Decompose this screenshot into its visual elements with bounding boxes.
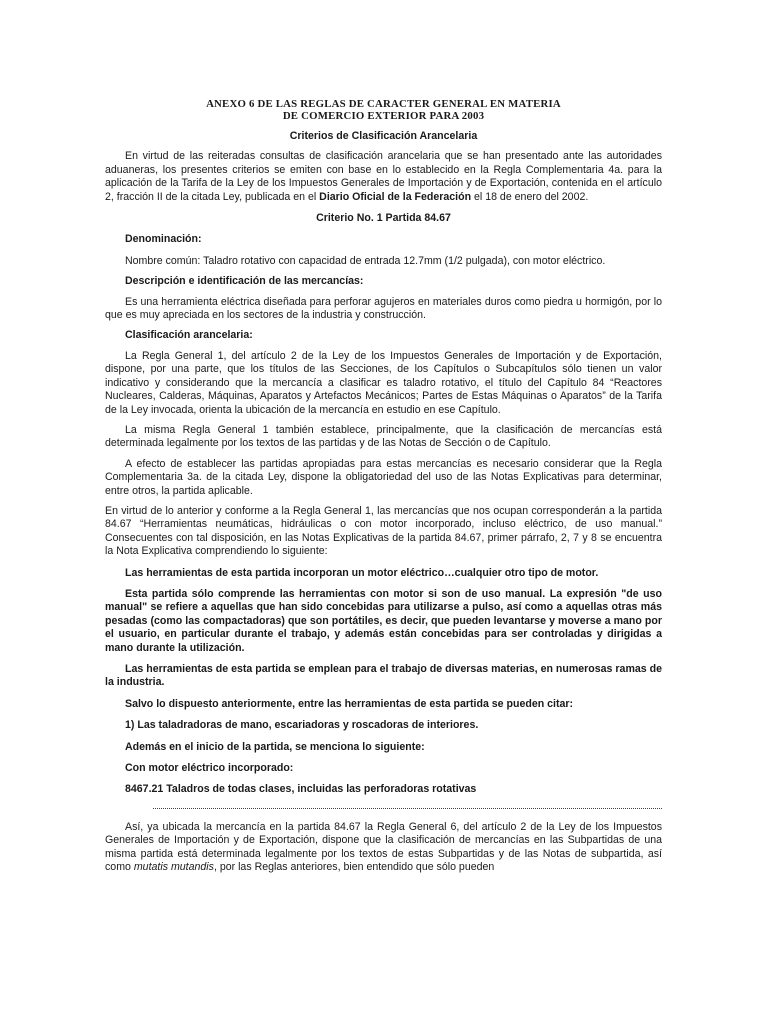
intro-paragraph [105, 150, 662, 204]
clasificacion-paragraph-2: La misma Regla General 1 también establece, principalmente, que la clasificación de mercancías está determinada legalmente por los textos de las partidas y de las Notas de Sección o de Capítulo. [105, 423, 662, 450]
final-text-2: , por las Reglas anteriores, bien entendido que sólo pueden [213, 861, 495, 874]
final-text-italic: mutatis mutandis [133, 861, 214, 874]
descripcion-heading: Descripción e identificación de las mercancías: [125, 275, 364, 288]
intro-text-bold: Diario Oficial de la Federación [319, 190, 472, 203]
document-title [105, 98, 662, 122]
clasificacion-paragraph-1: La Regla General 1, del artículo 2 de la Ley de los Impuestos Generales de Importación y de Exportación, dispone, por una parte, que los títulos de las Secciones, de los Capítulos o Subcapítulos sólo tienen un valor indicativo y considerando que la mercancía a clasificar es taladro rotativo, el título del Capítulo 84 “Reactores Nucleares, Calderas, Máquinas, Aparatos y Artefactos Mecánicos; Partes de Estas Máquinas o Aparatos” de la Tarifa de la Ley invocada, orienta la ubicación de la mercancía en estudio en ese Capítulo. [105, 349, 662, 416]
intro-text-2: el 18 de enero del 2002. [471, 190, 589, 203]
denominacion-heading: Denominación: [125, 233, 202, 246]
nota-paragraph-8: 8467.21 Taladros de todas clases, incluidas las perforadoras rotativas [125, 783, 477, 796]
clasificacion-paragraph-4: En virtud de lo anterior y conforme a la Regla General 1, las mercancías que nos ocupan corresponderán a la partida 84.67 “Herramientas neumáticas, hidráulicas o con motor incorporado, incluso eléctrico, de uso manual.” Consecuentes con tal disposición, en las Notas Explicativas de la partida 84.67, primer párrafo, 2, 7 y 8 se encuentra la Nota Explicativa comprendiendo lo siguiente: [105, 504, 662, 558]
final-text-1: Así, ya ubicada la mercancía en la partida 84.67 la Regla General 6, del artículo 2 de la Ley de los Impuestos Generales de Importación y de Exportación, dispone que la clasificación de mercancías en las Subpartidas de una misma partida está determinada legalmente por los textos de estas Subpartidas y de las Notas de subpartida, así como [105, 820, 662, 874]
nota-paragraph-5: 1) Las taladradoras de mano, escariadoras y roscadoras de interiores. [125, 719, 479, 732]
title-line-2: DE COMERCIO EXTERIOR PARA 2003 [282, 110, 485, 122]
denominacion-text: Nombre común: Taladro rotativo con capacidad de entrada 12.7mm (1/2 pulgada), con motor eléctrico. [125, 254, 606, 267]
final-paragraph [105, 821, 662, 875]
title-line-1: ANEXO 6 DE LAS REGLAS DE CARACTER GENERAL EN MATERIA [206, 98, 561, 110]
clasificacion-paragraph-3: A efecto de establecer las partidas apropiadas para estas mercancías es necesario considerar que la Regla Complementaria 3a. de la citada Ley, dispone la obligatoriedad del uso de las Notas Explicativas para determinar, entre otros, la partida aplicable. [105, 457, 662, 497]
document-body [105, 98, 662, 874]
nota-paragraph-1: Las herramientas de esta partida incorporan un motor eléctrico…cualquier otro tipo de motor. [125, 566, 599, 579]
nota-paragraph-6: Además en el inicio de la partida, se menciona lo siguiente: [125, 740, 425, 753]
nota-paragraph-3: Las herramientas de esta partida se emplean para el trabajo de diversas materias, en numerosas ramas de la industria. [105, 663, 662, 689]
descripcion-text: Es una herramienta eléctrica diseñada para perforar agujeros en materiales duros como piedra u hormigón, por lo que es muy apreciada en los sectores de la industria y construcción. [105, 295, 662, 322]
nota-paragraph-4: Salvo lo dispuesto anteriormente, entre las herramientas de esta partida se pueden citar: [125, 697, 574, 710]
nota-paragraph-7: Con motor eléctrico incorporado: [125, 762, 294, 775]
document-subtitle: Criterios de Clasificación Arancelaria [289, 130, 478, 142]
intro-text-1: En virtud de las reiteradas consultas de clasificación arancelaria que se han presentado ante las autoridades aduaneras, los presentes criterios se emiten con base en lo establecido en la Regla Complementaria 4a. para la aplicación de la Tarifa de la Ley de los Impuestos Generales de Importación y de Exportación, contenida en el artículo 2, fracción II de la citada Ley, publicada en el [105, 150, 662, 203]
criterio-heading: Criterio No. 1 Partida 84.67 [316, 212, 451, 225]
nota-paragraph-2: Esta partida sólo comprende las herramientas con motor si son de uso manual. La expresión "de uso manual" se refiere a aquellas que han sido concebidas para utilizarse a pulso, así como a aquellas otras más pesadas (como las compactadoras) que son portátiles, es decir, que pueden levantarse y moverse a mano por el usuario, en particular durante el trabajo, y además están concebidas para ser controladas y dirigidas a mano durante la utilización. [105, 587, 662, 654]
clasificacion-heading: Clasificación arancelaria: [125, 329, 253, 342]
dotted-separator [153, 806, 662, 809]
